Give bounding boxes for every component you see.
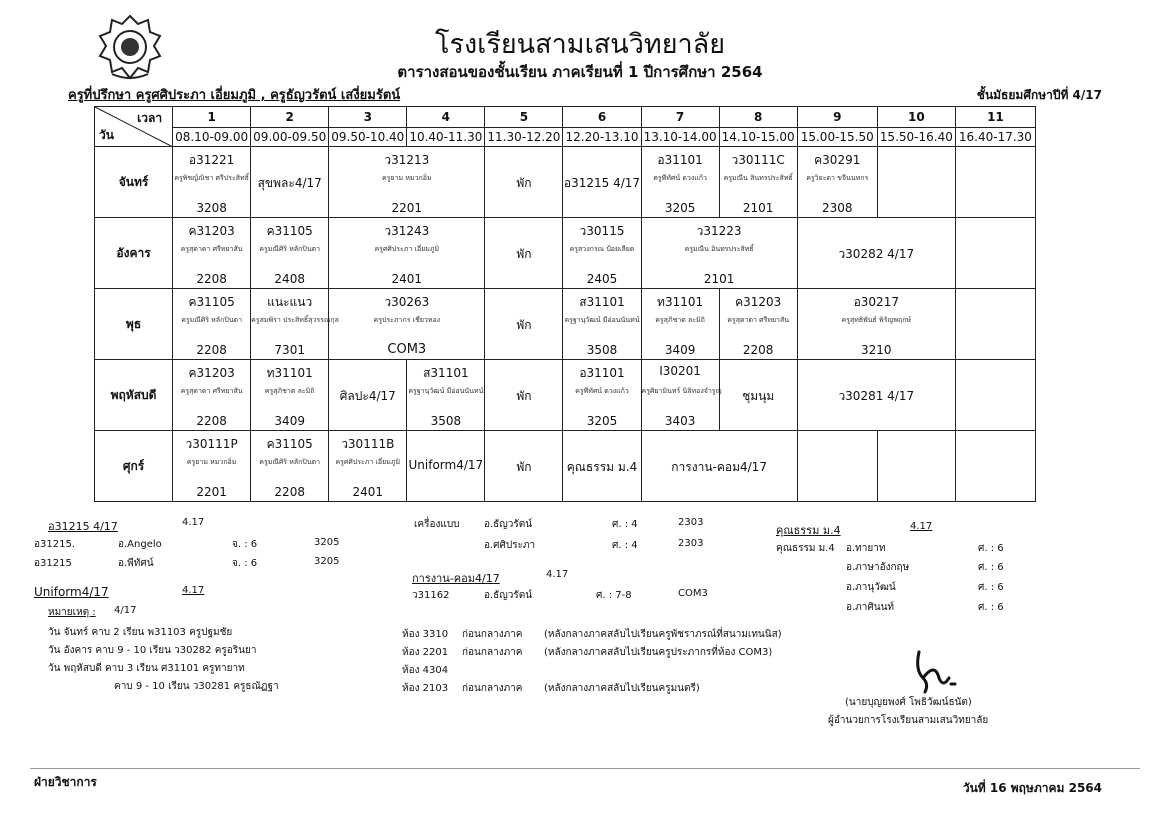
schedule-cell <box>251 360 329 431</box>
schedule-cell <box>329 218 485 289</box>
note-room: COM3 <box>678 588 708 599</box>
room-number: 3508 <box>586 343 618 357</box>
subject-code: ส31101 <box>579 295 625 309</box>
schedule-cell <box>563 289 641 360</box>
note-teacher: อ.พีทัศน์ <box>118 558 154 569</box>
teacher-name: ครูพีทัศน์ ดวงแก้ว <box>575 387 629 395</box>
schedule-cell <box>485 431 563 502</box>
table-row <box>95 289 1036 360</box>
note-day: จ. : 6 <box>232 539 258 550</box>
room-number: 2208 <box>742 343 774 357</box>
room-number: 2201 <box>391 201 423 215</box>
subject-code: ค31105 <box>266 224 313 238</box>
note-day: ศ. : 6 <box>978 582 1004 593</box>
subject-label: ว30281 4/17 <box>838 389 915 403</box>
teacher-name: ครูยาม หมวกอิ่ม <box>382 174 432 182</box>
note-day: ศ. : 7-8 <box>596 590 632 601</box>
teacher-name: ครูสุดาดา ศรีทยาสัน <box>727 316 790 324</box>
schedule-cell <box>797 289 955 360</box>
schedule-cell <box>719 289 797 360</box>
room-number: 2405 <box>586 272 618 286</box>
signer-name: (นายบุญยพงศ์ โพธิวัฒน์ธนัต) <box>845 697 972 708</box>
table-row <box>95 360 1036 431</box>
subject-code: ว31243 <box>384 224 430 238</box>
room-number: 3403 <box>664 414 696 428</box>
subject-code: แนะแนว <box>267 295 313 309</box>
schedule-cell <box>563 360 641 431</box>
teacher-name: ครูมณีศิริ หลักปินตา <box>259 245 321 253</box>
schedule-cell <box>563 147 641 218</box>
teacher-name: ครูมณีน สินทรประสิทธิ์ <box>723 174 793 182</box>
teacher-name: ครูสุดาดา ศรีทยาสัน <box>180 245 243 253</box>
teacher-name: ครูฐานุวัฒน์ มีอ่อนนันทน์ <box>408 387 484 395</box>
room-number: 2208 <box>196 343 227 357</box>
footer-divider <box>30 768 1140 769</box>
room-number: 3205 <box>586 414 618 428</box>
teacher-name: ครูสมพิรา ประสิทธิ์สุวรรณกุล <box>251 316 339 324</box>
schedule-cell <box>251 147 329 218</box>
day-friday: ศุกร์ <box>95 431 173 502</box>
teacher-name: ครูมณีศิริ หลักปินตา <box>259 458 321 466</box>
note-teacher: อ.ภาษาอังกฤษ <box>846 562 910 573</box>
schedule-cell <box>485 360 563 431</box>
schedule-cell <box>877 431 955 502</box>
room-number: 3409 <box>664 343 696 357</box>
break-label: พัก <box>516 460 532 474</box>
teacher-name: ครูพีทัศน์ ดวงแก้ว <box>653 174 707 182</box>
subject-code: ว31213 <box>384 153 430 167</box>
note-teacher: อ.ภาศินนท์ <box>846 602 895 613</box>
room-number: 3210 <box>861 343 892 357</box>
note-day: ศ. : 4 <box>612 519 638 530</box>
note-room: 2303 <box>678 538 704 549</box>
schedule-cell <box>719 147 797 218</box>
note-day: จ. : 6 <box>232 558 258 569</box>
corner-time-label: เวลา <box>137 111 163 125</box>
schedule-cell <box>797 431 877 502</box>
teacher-name: ครูสุทธิพันธ์ พิรัญพฤกษ์ <box>841 316 912 324</box>
room-note: ห้อง 3310 <box>402 629 449 640</box>
day-thursday: พฤหัสบดี <box>95 360 173 431</box>
subject-label: Uniform4/17 <box>408 458 484 472</box>
note-title: Uniform4/17 <box>34 585 109 599</box>
schedule-cell <box>641 360 722 431</box>
subject-code: อ31101 <box>657 153 703 167</box>
schedule-cell <box>641 431 797 502</box>
period-time: 13.10-14.00 <box>641 128 719 147</box>
room-number: 2401 <box>391 272 423 286</box>
subject-label: อ31215 4/17 <box>563 176 641 190</box>
teacher-name: ครูสวงกรณ ป้อยเลียด <box>569 245 635 253</box>
room-number: 3508 <box>430 414 462 428</box>
remark-line: วัน จันทร์ คาบ 2 เรียน พ31103 ครูปฐมชัย <box>48 627 233 638</box>
subject-code: ค31203 <box>188 224 235 238</box>
subject-code: I30201 <box>659 364 701 378</box>
period-time: 15.00-15.50 <box>797 128 877 147</box>
remark-class: 4/17 <box>114 605 137 616</box>
teacher-name: ครูสุภิชาต ละมิถิ <box>264 387 315 395</box>
note-day: ศ. : 6 <box>978 602 1004 613</box>
schedule-cell <box>251 431 329 502</box>
school-emblem-icon <box>98 14 162 82</box>
signature-mark <box>905 648 965 698</box>
note-teacher: อ.ธัญวรัตน์ <box>484 519 533 530</box>
break-label: พัก <box>516 247 532 261</box>
schedule-cell <box>955 218 1035 289</box>
schedule-cell <box>251 289 339 360</box>
subject-code: ว31223 <box>696 224 742 238</box>
schedule-cell <box>173 218 251 289</box>
room-note: ห้อง 4304 <box>402 665 449 676</box>
schedule-cell <box>955 360 1035 431</box>
remark-line: วัน อังคาร คาบ 9 - 10 เรียน ว30282 ครูอรินยา <box>48 645 257 656</box>
room-note-when: ก่อนกลางภาค <box>462 647 523 658</box>
room-number: 2208 <box>196 272 227 286</box>
period-time: 09.50-10.40 <box>329 128 407 147</box>
period-number: 8 <box>719 107 797 128</box>
teacher-name: ครูประภากร เชี่ยวทอง <box>373 316 441 324</box>
subject-label: คุณธรรม ม.4 <box>566 460 638 474</box>
note-title: คุณธรรม ม.4 <box>776 524 841 537</box>
remark-line: คาบ 9 - 10 เรียน ว30281 ครูธณัฏฐา <box>114 681 279 692</box>
schedule-cell <box>329 289 485 360</box>
room-number: 3208 <box>196 201 227 215</box>
period-time: 14.10-15.00 <box>719 128 797 147</box>
schedule-subtitle: ตารางสอนของชั้นเรียน ภาคเรียนที่ 1 ปีการศึกษา 2564 <box>397 63 763 81</box>
schedule-cell <box>485 218 563 289</box>
teacher-name: ครูสุภิชาต ละมิถิ <box>655 316 705 324</box>
subject-code: อ31221 <box>188 153 235 167</box>
subject-code: ส31101 <box>423 366 469 380</box>
teacher-name: ครูยาม หมวกอิ่ม <box>186 458 237 466</box>
room-number: 2208 <box>274 485 305 499</box>
teacher-name: ครูมณีน อินทรประสิทธิ์ <box>684 245 754 253</box>
room-note-detail: (หลังกลางภาคสลับไปเรียนครูมนตรี) <box>544 683 700 694</box>
period-number: 9 <box>797 107 877 128</box>
period-time: 12.20-13.10 <box>563 128 641 147</box>
day-tuesday: อังคาร <box>95 218 173 289</box>
note-code: อ31215. <box>34 539 75 550</box>
break-label: พัก <box>516 389 532 403</box>
schedule-cell <box>173 431 251 502</box>
note-teacher: อ.ทายาท <box>846 543 886 554</box>
teacher-name: ครูศิยามินทร์ นิลิทองจำรูญ <box>641 387 722 395</box>
room-number: 2408 <box>274 272 305 286</box>
subject-code: ท31101 <box>266 366 313 380</box>
period-time: 16.40-17.30 <box>955 128 1035 147</box>
period-time: 10.40-11.30 <box>407 128 485 147</box>
day-wednesday: พุธ <box>95 289 173 360</box>
teacher-name: ครูวิยะดา ขจีนนทกร <box>806 174 869 182</box>
room-note-when: ก่อนกลางภาค <box>462 629 523 640</box>
subject-label: สุขพละ4/17 <box>257 176 322 190</box>
note-class: 4.17 <box>546 569 569 580</box>
table-corner <box>95 107 173 147</box>
period-number: 3 <box>329 107 407 128</box>
room-number: 2401 <box>352 485 384 499</box>
subject-code: ค31105 <box>188 295 235 309</box>
subject-label: การงาน-คอม4/17 <box>671 460 767 474</box>
teacher-name: ครูศศิประภา เอี่ยมภูมิ <box>335 458 401 466</box>
schedule-cell <box>797 147 877 218</box>
note-room: 2303 <box>678 517 704 528</box>
period-number: 1 <box>173 107 251 128</box>
schedule-cell <box>563 431 641 502</box>
schedule-cell <box>407 360 485 431</box>
schedule-cell <box>719 360 797 431</box>
note-teacher: อ.ภานุวัฒน์ <box>846 582 896 593</box>
subject-label: ชุมนุม <box>742 389 775 403</box>
room-number: 3205 <box>664 201 696 215</box>
period-time: 15.50-16.40 <box>877 128 955 147</box>
signer-role: ผู้อำนวยการโรงเรียนสามเสนวิทยาลัย <box>828 715 989 726</box>
schedule-cell <box>641 147 719 218</box>
remark-label: หมายเหตุ : <box>48 607 96 618</box>
room-number: 2201 <box>196 485 227 499</box>
subject-label: ว30282 4/17 <box>838 247 915 261</box>
schedule-cell <box>485 289 563 360</box>
note-code: อ31215 <box>34 558 72 569</box>
subject-code: ท31101 <box>657 295 704 309</box>
schedule-cell <box>407 431 485 502</box>
schedule-cell <box>955 431 1035 502</box>
room-number: 2208 <box>196 414 227 428</box>
note-code: คุณธรรม ม.4 <box>776 543 835 554</box>
note-code: ว31162 <box>412 590 450 601</box>
room-note: ห้อง 2201 <box>402 647 449 658</box>
note-day: ศ. : 4 <box>612 540 638 551</box>
subject-code: ค31105 <box>266 437 313 451</box>
schedule-cell <box>877 147 955 218</box>
day-monday: จันทร์ <box>95 147 173 218</box>
note-class: 4.17 <box>910 521 933 532</box>
period-time: 08.10-09.00 <box>173 128 251 147</box>
break-label: พัก <box>516 176 532 190</box>
room-number: 3409 <box>274 414 305 428</box>
note-teacher: อ.Angelo <box>118 539 162 550</box>
teacher-name: ครูสุดาดา ศรีทยาสัน <box>180 387 243 395</box>
advisor-names: ครูที่ปรึกษา ครูศศิประภา เอี่ยมภูมิ , ครูธัญวรัตน์ เสงี่ยมรัตน์ <box>68 88 401 103</box>
room-number: 2308 <box>821 201 853 215</box>
note-day: ศ. : 6 <box>978 562 1004 573</box>
teacher-name: ครูพิชญ์ณิชา ศรีประสิทธิ์ <box>174 174 249 182</box>
period-number: 6 <box>563 107 641 128</box>
subject-label: ศิลปะ4/17 <box>339 389 396 403</box>
footer-department: ฝ่ายวิชาการ <box>34 775 97 789</box>
room-number: 2101 <box>742 201 774 215</box>
table-row <box>95 431 1036 502</box>
subject-code: ค30291 <box>814 153 861 167</box>
teacher-name: ครูศศิประภา เอี่ยมภูมิ <box>374 245 440 253</box>
note-day: ศ. : 6 <box>978 543 1004 554</box>
schedule-cell <box>173 360 251 431</box>
period-number: 5 <box>485 107 563 128</box>
table-row <box>95 147 1036 218</box>
schedule-cell <box>251 218 329 289</box>
school-name: โรงเรียนสามเสนวิทยาลัย <box>434 29 726 60</box>
subject-code: ว30111B <box>341 437 395 451</box>
break-label: พัก <box>516 318 532 332</box>
schedule-cell <box>173 147 251 218</box>
schedule-cell <box>955 289 1035 360</box>
schedule-cell <box>563 218 641 289</box>
room-number: 7301 <box>274 343 305 357</box>
schedule-cell <box>329 431 407 502</box>
room-note-detail: (หลังกลางภาคสลับไปเรียนครูประภากรที่ห้อง COM3) <box>544 647 773 658</box>
room-note-when: ก่อนกลางภาค <box>462 683 523 694</box>
table-row <box>95 218 1036 289</box>
schedule-cell <box>955 147 1035 218</box>
subject-code: อ30217 <box>853 295 899 309</box>
schedule-cell <box>329 360 407 431</box>
note-code: เครื่องแบบ <box>414 519 460 530</box>
subject-code: อ31101 <box>579 366 625 380</box>
schedule-cell <box>485 147 563 218</box>
subject-code: ว30111P <box>185 437 238 451</box>
teacher-name: ครูฐานุวัฒน์ มีอ่อนนันทน์ <box>564 316 640 324</box>
note-room: 3205 <box>314 537 340 548</box>
note-title: การงาน-คอม4/17 <box>412 572 500 585</box>
room-number: COM3 <box>387 342 427 357</box>
note-room: 3205 <box>314 556 340 567</box>
remark-line: วัน พฤหัสบดี คาบ 3 เรียน ศ31101 ครูทายาท <box>48 663 245 674</box>
period-number: 4 <box>407 107 485 128</box>
subject-code: ค31203 <box>735 295 782 309</box>
note-title: อ31215 4/17 <box>48 520 118 533</box>
schedule-cell <box>641 218 797 289</box>
schedule-cell <box>797 360 955 431</box>
teacher-name: ครูมณีศิริ หลักปินตา <box>181 316 243 324</box>
corner-day-label: วัน <box>99 128 114 142</box>
subject-code: ว30111C <box>731 153 785 167</box>
schedule-cell <box>641 289 719 360</box>
period-time: 11.30-12.20 <box>485 128 563 147</box>
period-number: 11 <box>955 107 1035 128</box>
class-level: ชั้นมัธยมศึกษาปีที่ 4/17 <box>976 88 1102 102</box>
room-note-detail: (หลังกลางภาคสลับไปเรียนครูพัชราภรณ์ที่สนามเทนนิส) <box>544 629 782 640</box>
room-note: ห้อง 2103 <box>402 683 449 694</box>
schedule-cell <box>173 289 251 360</box>
note-teacher: อ.ธัญวรัตน์ <box>484 590 533 601</box>
schedule-cell <box>797 218 955 289</box>
subject-code: ว30115 <box>579 224 625 238</box>
period-number: 2 <box>251 107 329 128</box>
timetable <box>94 106 1036 502</box>
footer-date: วันที่ 16 พฤษภาคม 2564 <box>962 781 1102 795</box>
period-number: 7 <box>641 107 719 128</box>
period-number: 10 <box>877 107 955 128</box>
schedule-cell <box>329 147 485 218</box>
subject-code: ว30263 <box>384 295 430 309</box>
room-number: 2101 <box>703 272 735 286</box>
note-class: 4.17 <box>182 517 205 528</box>
period-time: 09.00-09.50 <box>251 128 329 147</box>
note-class: 4.17 <box>182 585 205 596</box>
subject-code: ค31203 <box>188 366 235 380</box>
note-teacher: อ.ศศิประภา <box>484 540 536 551</box>
